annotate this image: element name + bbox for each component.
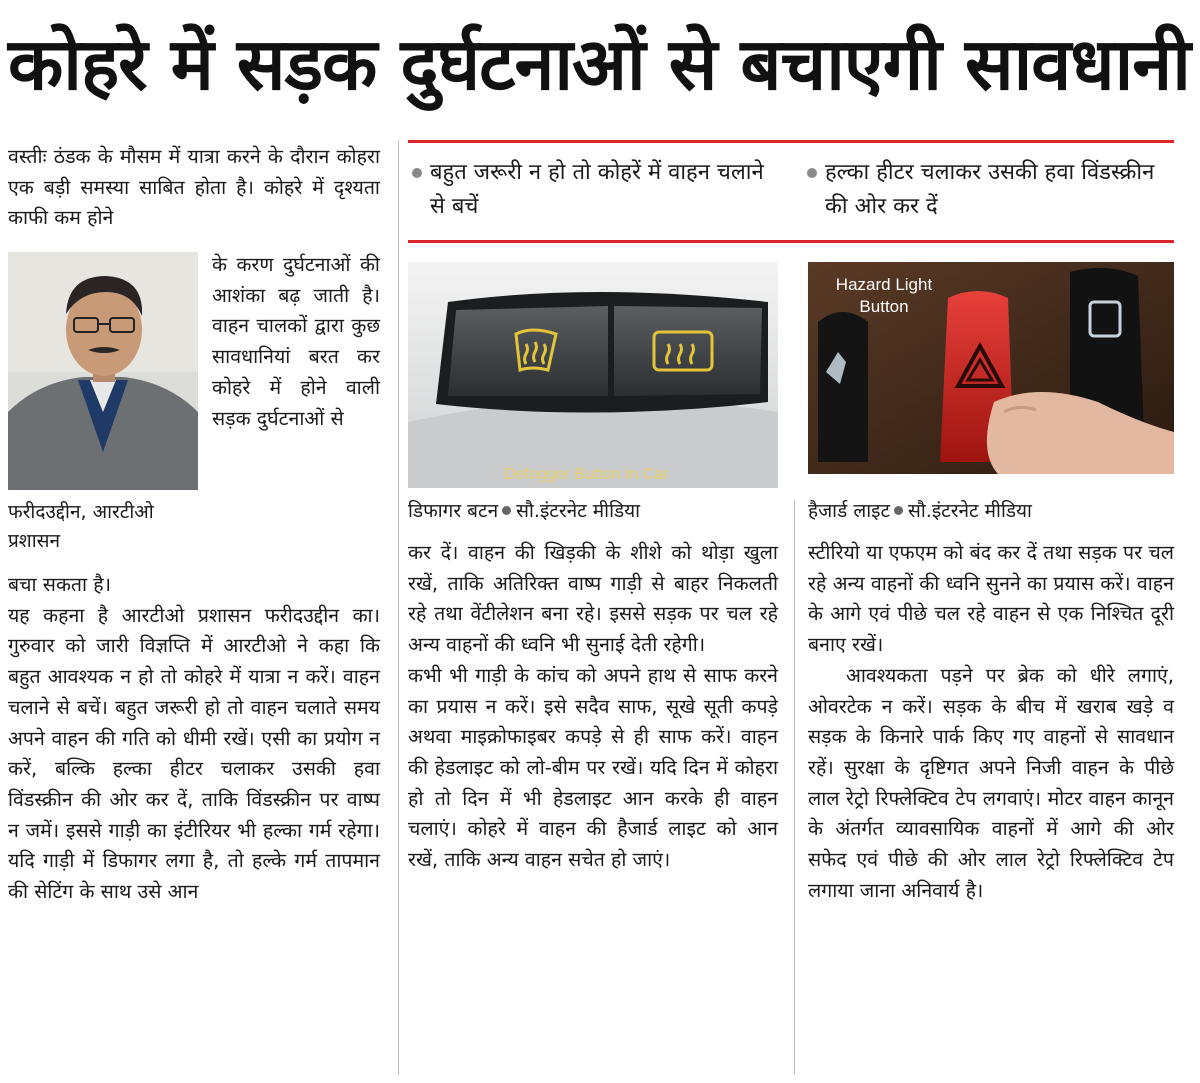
headline: कोहरे में सड़क दुर्घटनाओं से बचाएगी सावधानी [8, 22, 1190, 106]
callout-2-text: हल्का हीटर चलाकर उसकी हवा विंडस्क्रीन की ओर कर दें [825, 160, 1155, 219]
defogger-photo [408, 262, 778, 488]
hazard-caption-left: हैजार्ड लाइट [808, 500, 891, 522]
portrait-caption [8, 498, 198, 556]
callout-1-text: बहुत जरूरी न हो तो कोहरें में वाहन चलाने से बचें [430, 160, 764, 219]
bullet-icon [412, 168, 422, 178]
col3-paragraph-1: स्टीरियो या एफएम को बंद कर दें तथा सड़क पर चल रहे अन्य वाहनों की ध्वनि सुनने का प्रयास करें। वाहन के आगे एवं पीछे चल रहे वाहन से एक निश्चित दूरी बनाए रखें। [808, 541, 1174, 657]
intro-paragraph: वस्तीः ठंडक के मौसम में यात्रा करने के दौरान कोहरा एक बड़ी समस्या साबित होता है। कोहरे में दृश्यता काफी कम होने [8, 145, 380, 230]
column-1-wrap [212, 250, 380, 434]
defogger-caption [408, 498, 640, 524]
col1-paragraph-2: यह कहना है आरटीओ प्रशासन फरीदउद्दीन का। गुरुवार को जारी विज्ञप्ति में आरटीओ ने कहा कि बहुत आवश्यक न हो तो कोहरे में यात्रा न करें। वाहन चलाने से बचें। बहुत जरूरी हो तो वाहन चलाते समय अपने वाहन की गति को धीमी रखें। एसी का प्रयोग न करें, बल्कि हल्का हीटर चलाकर उसकी हवा विंडस्क्रीन की ओर कर दें, ताकि विंडस्क्रीन पर वाष्प न जमें। इससे गाड़ी का इंटीरियर भी हल्का गर्म रहेगा। यदि गाड़ी में डिफागर लगा है, तो हल्के गर्म तापमान की सेटिंग के साथ उसे आन [8, 603, 380, 904]
hazard-label: Hazard Light Button [835, 275, 933, 316]
caption-dot-icon [894, 506, 903, 515]
column-rule-2 [794, 500, 795, 1075]
hazard-photo [808, 262, 1174, 474]
callout-bottom-rule [408, 240, 1174, 243]
caption-dot-icon [502, 506, 511, 515]
wrap-paragraph: के करण दुर्घटनाओं की आशंका बढ़ जाती है। वाहन चालकों द्वारा कुछ सावधानियां बरत कर कोहरे में होने वाली सड़क दुर्घटनाओं से [212, 253, 380, 430]
column-2-body [408, 538, 778, 876]
hazard-caption-right: सौ.इंटरनेट मीडिया [908, 500, 1032, 522]
column-1-body [8, 570, 380, 908]
defogger-buttons-illustration [408, 262, 778, 488]
bullet-icon [807, 168, 817, 178]
column-rule-1 [398, 140, 399, 1075]
col2-paragraph-1: कर दें। वाहन की खिड़की के शीशे को थोड़ा खुला रखें, ताकि अतिरिक्त वाष्प गाड़ी से बाहर निकलती रहे तथा वेंटीलेशन बना रहे। इससे सड़क पर चल रहे अन्य वाहनों की ध्वनि भी सुनाई देती रहेगी। [408, 541, 778, 657]
defogger-caption-right: सौ.इंटरनेट मीडिया [516, 500, 641, 522]
callout-1 [410, 156, 780, 224]
portrait-illustration [8, 252, 198, 490]
callout-top-rule [408, 140, 1174, 143]
defogger-caption-left: डिफागर बटन [408, 500, 499, 522]
col2-paragraph-2: कभी भी गाड़ी के कांच को अपने हाथ से साफ करने का प्रयास न करें। इसे सदैव साफ, सूखे सूती कपड़े अथवा माइक्रोफाइबर कपड़े से ही साफ करें। वाहन की हेडलाइट को लो-बीम पर रखें। यदि दिन में कोहरा हो तो दिन में भी हेडलाइट आन करके ही वाहन चलाएं। कोहरे में वाहन की हैजार्ड लाइट को आन रखें, ताकि अन्य वाहन सचेत हो जाएं। [408, 663, 778, 872]
col3-paragraph-2: आवश्यकता पड़ने पर ब्रेक को धीरे लगाएं, ओवरटेक न करें। सड़क के बीच में खराब खड़े व सड़क के किनारे पार्क किए गए वाहनों से सावधान रहें। सुरक्षा के दृष्टिगत अपने निजी वाहन के पीछे लाल रेट्रो रिफ्लेक्टिव टेप लगवाएं। मोटर वाहन कानून के अंतर्गत व्यावसायिक वाहनों में आगे की ओर सफेद एवं पीछे की ओर लाल रेट्रो रिफ्लेक्टिव टेप लगाया जाना अनिवार्य है। [808, 663, 1174, 902]
rto-portrait-photo [8, 252, 198, 490]
defogger-watermark: Defogger Button In Car [504, 466, 669, 483]
column-3-body [808, 538, 1174, 906]
after-wrap-text: बचा सकता है। [8, 573, 112, 596]
callout-2 [805, 156, 1180, 224]
column-1-intro [8, 142, 380, 234]
portrait-caption-text: फरीदउद्दीन, आरटीओ प्रशासन [8, 501, 154, 552]
hazard-caption [808, 498, 1032, 524]
